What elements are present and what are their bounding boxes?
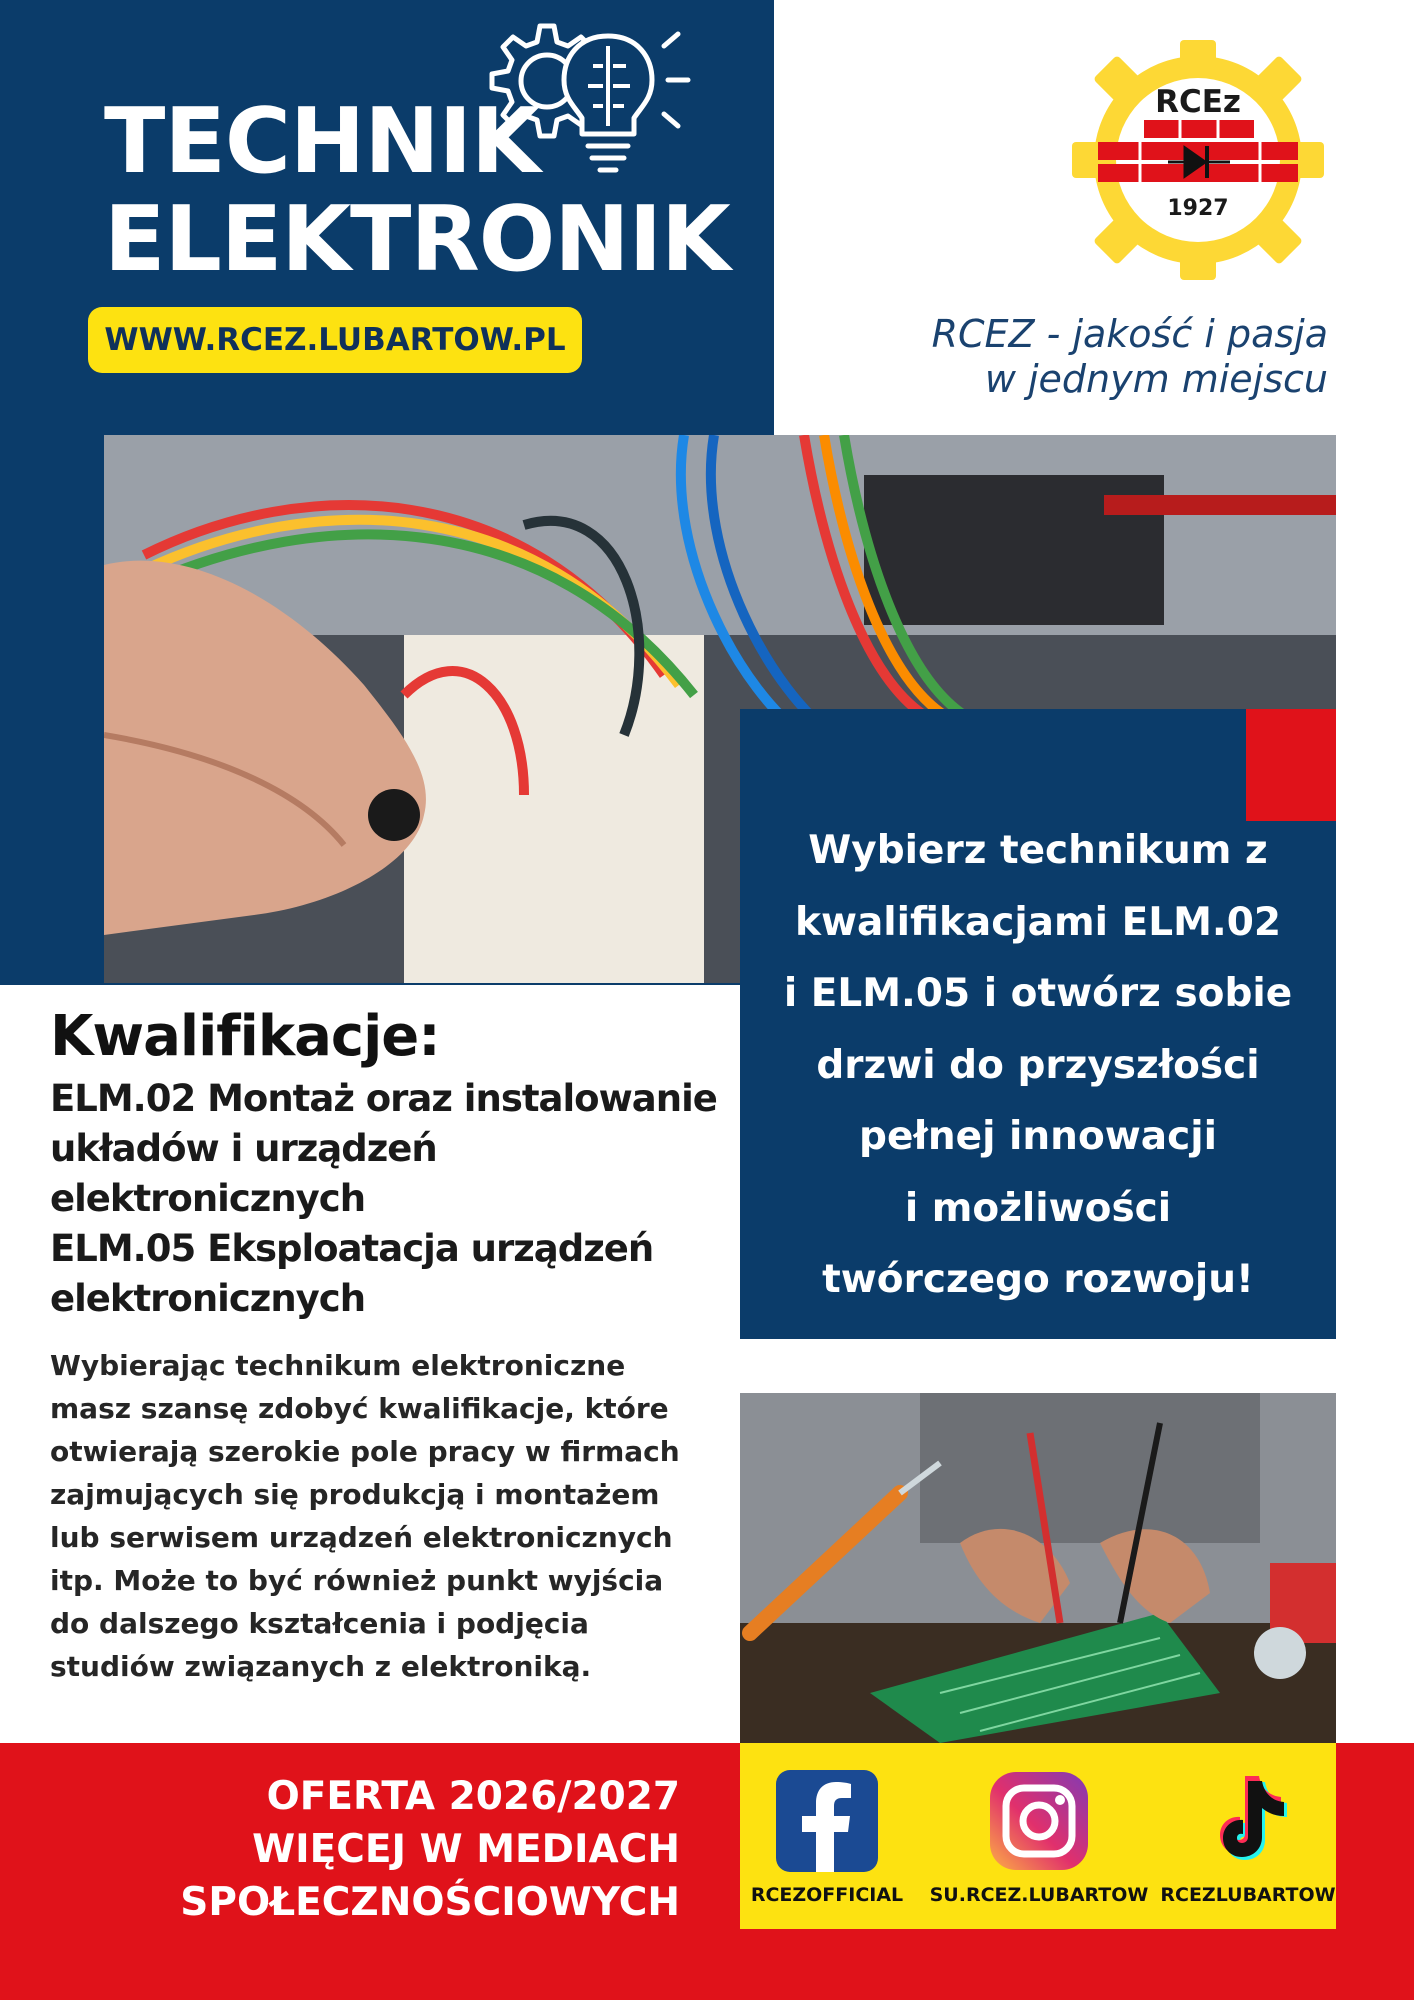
tiktok-handle[interactable]: RCEZLUBARTOW	[1160, 1884, 1336, 1906]
description-line: otwierają szerokie pole pracy w firmach	[50, 1435, 680, 1468]
promo-text	[760, 815, 1316, 1316]
logo-year: 1927	[1167, 196, 1229, 221]
promo-line: i ELM.05 i otwórz sobie	[783, 971, 1293, 1016]
facebook-icon[interactable]	[776, 1770, 878, 1872]
description-line: lub serwisem urządzeń elektronicznych	[50, 1521, 673, 1554]
promo-line: drzwi do przyszłości	[816, 1042, 1260, 1088]
qualifications-list	[50, 1074, 750, 1324]
promo-line: Wybierz technikum z	[808, 828, 1268, 873]
qualifications-description	[50, 1344, 730, 1688]
promo-line: kwalifikacjami ELM.02	[795, 899, 1281, 945]
photo-soldering	[740, 1393, 1336, 1743]
title-elektronik: ELEKTRONIK	[104, 187, 730, 292]
footer-text	[120, 1770, 680, 1929]
tagline-line2: w jednym miejscu	[984, 357, 1328, 401]
qualifications-title: Kwalifikacje:	[50, 1004, 440, 1069]
footer-line: OFERTA 2026/2027	[266, 1774, 680, 1819]
title-technik: TECHNIK	[104, 89, 540, 194]
qualification-line: elektronicznych	[50, 1177, 366, 1220]
footer-line: SPOŁECZNOŚCIOWYCH	[180, 1880, 680, 1925]
description-line: Wybierając technikum elektroniczne	[50, 1349, 626, 1382]
description-line: studiów związanych z elektroniką.	[50, 1650, 592, 1683]
promo-line: i możliwości	[904, 1185, 1172, 1231]
promo-line: pełnej innowacji	[859, 1114, 1217, 1159]
tiktok-icon[interactable]	[1205, 1770, 1307, 1872]
qualification-line: elektronicznych	[50, 1277, 366, 1320]
footer-line: WIĘCEJ W MEDIACH	[252, 1827, 680, 1872]
instagram-handle[interactable]: SU.RCEZ.LUBARTOW	[929, 1884, 1149, 1906]
promo-red-accent	[1246, 709, 1336, 821]
facebook-handle[interactable]: RCEZOFFICIAL	[750, 1884, 904, 1906]
tagline-line1: RCEZ - jakość i pasja	[931, 312, 1328, 356]
logo-text: RCEz	[1155, 84, 1241, 120]
qualification-line: ELM.05 Eksploatacja urządzeń	[50, 1227, 654, 1270]
promo-line: twórczego rozwoju!	[822, 1257, 1254, 1302]
gear-bulb-icon	[468, 6, 708, 196]
qualification-line: układów i urządzeń	[50, 1127, 437, 1170]
qualification-line: ELM.02 Montaż oraz instalowanie	[50, 1077, 717, 1120]
rcez-logo	[1070, 36, 1326, 284]
description-line: zajmujących się produkcją i montażem	[50, 1478, 660, 1511]
tagline	[840, 312, 1328, 402]
instagram-icon[interactable]	[988, 1770, 1090, 1872]
description-line: do dalszego kształcenia i podjęcia	[50, 1607, 589, 1640]
website-link[interactable]: WWW.RCEZ.LUBARTOW.PL	[88, 307, 582, 373]
description-line: itp. Może to być również punkt wyjścia	[50, 1564, 664, 1597]
description-line: masz szansę zdobyć kwalifikacje, które	[50, 1392, 669, 1425]
